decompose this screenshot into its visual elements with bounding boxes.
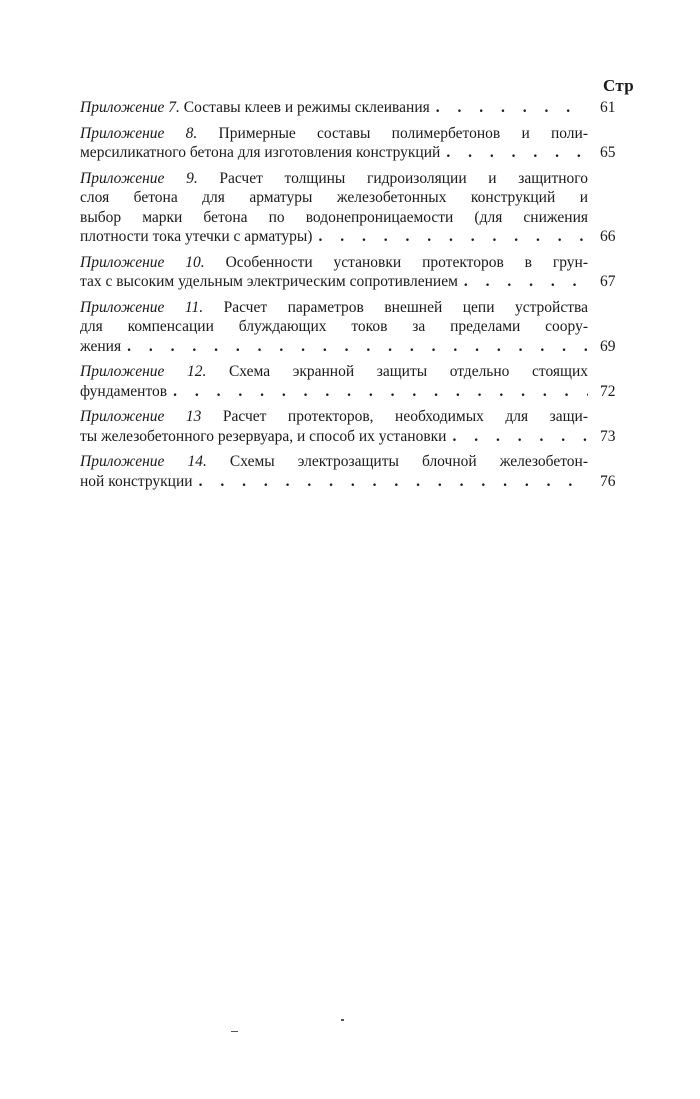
scan-speck xyxy=(341,1019,344,1021)
leader-dots xyxy=(458,272,588,292)
table-of-contents xyxy=(80,98,620,497)
leader-dots xyxy=(167,382,588,402)
entry-title-cont: плотности тока утечки с арматуры) xyxy=(80,228,313,245)
toc-entry-appendix-9 xyxy=(80,169,620,247)
toc-entry-appendix-8 xyxy=(80,124,620,163)
leader-dots xyxy=(430,98,588,118)
toc-entry-appendix-10 xyxy=(80,253,620,292)
entry-title-cont: ты железобетонного резервуара, и способ их установки xyxy=(80,427,447,445)
entry-title-cont: жения xyxy=(80,337,122,355)
toc-entry-appendix-14 xyxy=(80,452,620,491)
entry-title: Составы клеев и режимы склеивания xyxy=(183,99,430,116)
entry-title: Расчет протекторов, необходимых для защи- xyxy=(222,408,588,425)
leader-dots xyxy=(312,227,588,247)
entry-title: Расчет толщины гидроизоляции и защитного xyxy=(219,169,588,187)
entry-title: Схемы электрозащиты блочной железобетон- xyxy=(229,453,589,470)
page-column-header: Стр xyxy=(603,76,634,95)
appendix-label: Приложение 12. xyxy=(80,363,207,380)
page-number: 66 xyxy=(600,228,616,245)
entry-title: Примерные составы полимербетонов и поли- xyxy=(218,124,589,142)
leader-dots xyxy=(440,143,588,163)
page-number: 67 xyxy=(600,273,616,290)
page-number: 72 xyxy=(600,382,616,400)
page-number: 73 xyxy=(600,427,616,445)
scan-speck xyxy=(231,1031,238,1032)
leader-dots xyxy=(193,472,588,492)
entry-title-cont: тах с высоким удельным электрическим сопротивлением xyxy=(80,273,458,290)
entry-title-cont: ной конструкции xyxy=(80,472,193,490)
leader-dots xyxy=(446,427,588,447)
appendix-label: Приложение 9. xyxy=(80,169,198,187)
toc-entry-appendix-7 xyxy=(80,98,620,118)
page-number: 76 xyxy=(600,472,616,490)
entry-title-cont: фундаментов xyxy=(80,382,168,400)
appendix-label: Приложение 13 xyxy=(80,408,202,425)
toc-entry-appendix-11 xyxy=(80,298,620,357)
page-number: 65 xyxy=(600,144,616,161)
entry-title-cont: слоя бетона для арматуры железобетонных конструкций и xyxy=(80,189,588,206)
appendix-label: Приложение 11. xyxy=(80,298,204,316)
toc-entry-appendix-13 xyxy=(80,407,620,446)
appendix-label: Приложение 10. xyxy=(80,253,205,271)
entry-title-cont: для компенсации блуждающих токов за пределами соору- xyxy=(80,318,588,335)
leader-dots xyxy=(121,337,588,357)
appendix-label: Приложение 8. xyxy=(80,124,198,142)
appendix-label: Приложение 7. xyxy=(80,99,180,116)
appendix-label: Приложение 14. xyxy=(80,453,207,470)
entry-title-cont: мерсиликатного бетона для изготовления конструкций xyxy=(80,144,441,161)
page-number: 69 xyxy=(600,337,616,355)
page-number: 61 xyxy=(600,99,616,116)
entry-title-cont: выбор марки бетона по водонепроницаемости (для снижения xyxy=(80,208,588,226)
toc-entry-appendix-12 xyxy=(80,362,620,401)
entry-title: Схема экранной защиты отдельно стоящих xyxy=(228,363,589,380)
entry-title: Расчет параметров внешней цепи устройства xyxy=(223,298,588,316)
entry-title: Особенности установки протекторов в грун- xyxy=(225,253,588,271)
